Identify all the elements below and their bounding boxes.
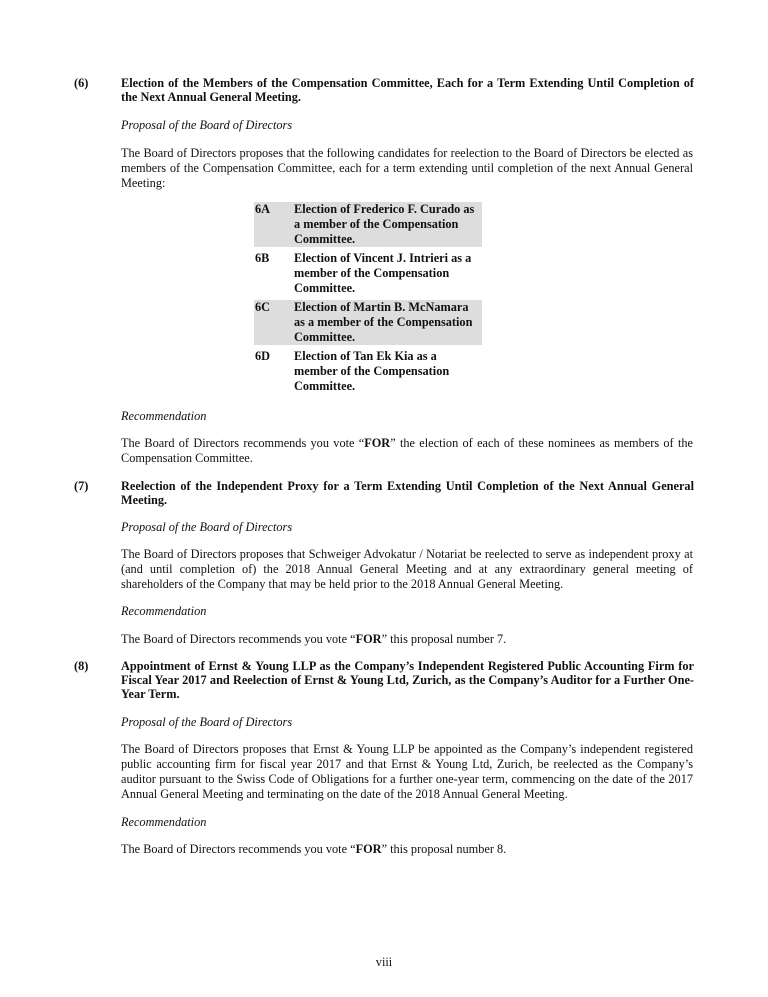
section-7-recommendation-heading: Recommendation (121, 604, 207, 618)
table-row (254, 349, 482, 394)
rec-vote: FOR (355, 842, 382, 856)
rec-text: The Board of Directors recommends you vote “ (121, 842, 356, 856)
item-code: 6A (255, 202, 271, 216)
section-8-recommendation-text (121, 842, 693, 857)
rec-text: The Board of Directors recommends you vote “ (121, 632, 356, 646)
item-text: Election of Tan Ek Kia as a member of the Compensation Committee. (294, 349, 450, 393)
section-6-recommendation-text (121, 436, 693, 466)
section-8-proposal-text: The Board of Directors proposes that Ernst & Young LLP be appointed as the Company’s independent registered public accounting firm for fiscal year 2017 and that Ernst & Young Ltd, Zurich, be reelected as the Company’s auditor pursuant to the Swiss Code of Obligations for a further one-year term, commencing on the date of the 2017 Annual General Meeting and terminating on the date of the 2018 Annual General Meeting. (121, 742, 693, 801)
section-7-proposal-heading: Proposal of the Board of Directors (121, 520, 293, 534)
section-7-recommendation-text (121, 632, 693, 647)
rec-text: ” the election of each of these nominees as members of the Compensation Committee. (121, 436, 693, 465)
section-7-number: (7) (74, 479, 89, 493)
table-row (254, 300, 482, 345)
rec-text: ” this proposal number 8. (381, 842, 507, 856)
section-6-number: (6) (74, 76, 89, 90)
table-row (254, 202, 482, 247)
section-6-proposal-text: The Board of Directors proposes that the following candidates for reelection to the Board of Directors be elected as members of the Compensation Committee, each for a term extending until completion of the next Annual General Meeting: (121, 146, 693, 190)
section-6-title: Election of the Members of the Compensation Committee, Each for a Term Extending Until Completion of the Next Annual General Meeting. (121, 76, 694, 104)
item-code: 6B (255, 251, 270, 265)
section-7-title: Reelection of the Independent Proxy for a Term Extending Until Completion of the Next Annual General Meeting. (121, 479, 694, 507)
table-row (254, 251, 482, 296)
section-8-proposal-heading: Proposal of the Board of Directors (121, 715, 293, 729)
item-code: 6D (255, 349, 271, 363)
item-text: Election of Martin B. McNamara as a member of the Compensation Committee. (294, 300, 473, 344)
section-6-recommendation-heading: Recommendation (121, 409, 207, 423)
compensation-committee-table (254, 202, 482, 398)
section-7-proposal-text: The Board of Directors proposes that Schweiger Advokatur / Notariat be reelected to serve as independent proxy at (and until completion of) the 2018 Annual General Meeting and at any extraordinary general meeting of shareholders of the Company that may be held prior to the 2018 Annual General Meeting. (121, 547, 693, 591)
section-6-proposal-heading: Proposal of the Board of Directors (121, 118, 293, 132)
section-8-recommendation-heading: Recommendation (121, 815, 207, 829)
section-8-number: (8) (74, 659, 89, 673)
section-8-title: Appointment of Ernst & Young LLP as the Company’s Independent Registered Public Accounting Firm for Fiscal Year 2017 and Reelection of Ernst & Young Ltd, Zurich, as the Company’s Auditor for a Further One-Year Term. (121, 659, 694, 701)
rec-vote: FOR (355, 632, 382, 646)
item-text: Election of Vincent J. Intrieri as a member of the Compensation Committee. (294, 251, 472, 295)
item-code: 6C (255, 300, 271, 314)
rec-vote: FOR (364, 436, 391, 450)
item-text: Election of Frederico F. Curado as a member of the Compensation Committee. (294, 202, 475, 246)
rec-text: ” this proposal number 7. (381, 632, 507, 646)
page-number: viii (375, 955, 393, 969)
rec-text: The Board of Directors recommends you vote “ (121, 436, 365, 450)
